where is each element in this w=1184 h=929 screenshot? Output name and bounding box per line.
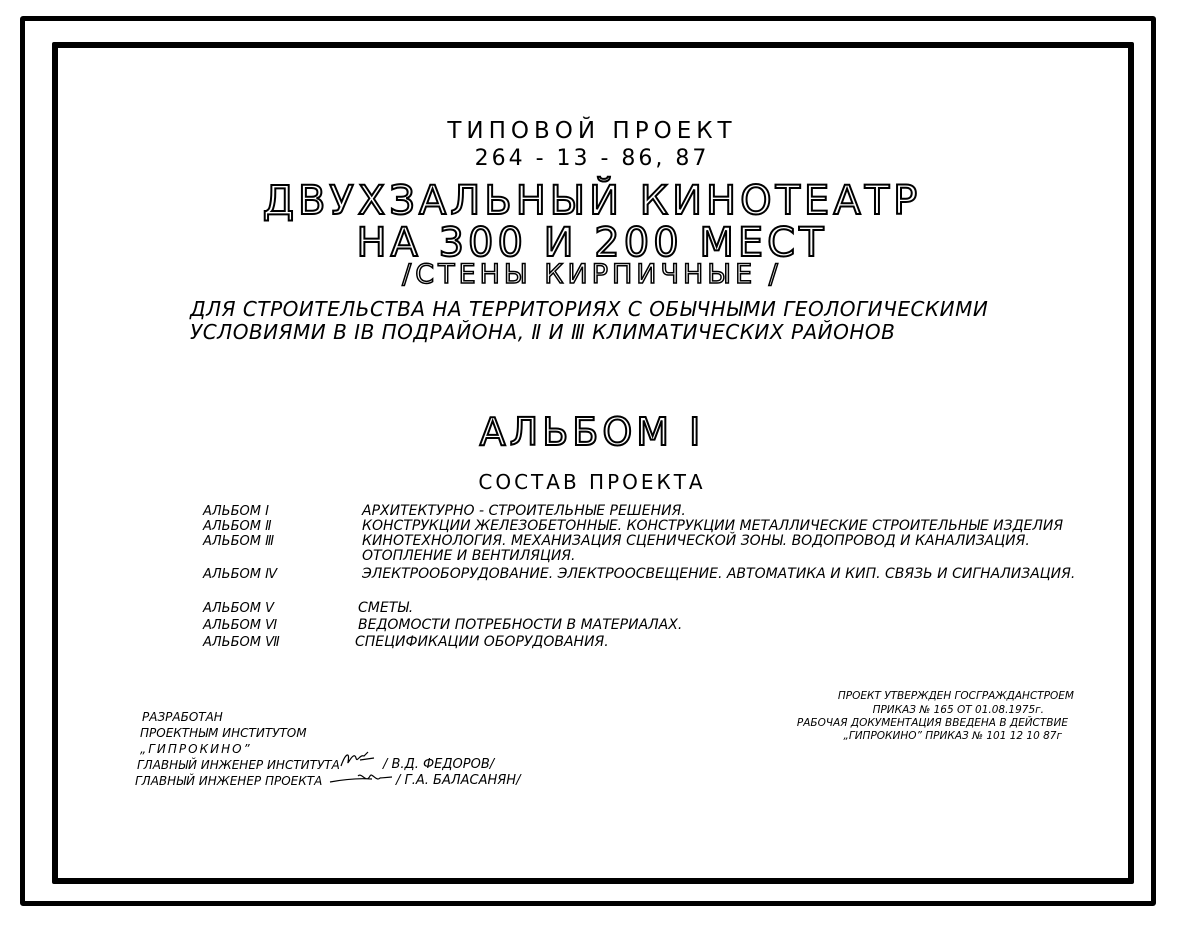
contents-album-text: ОТОПЛЕНИЕ И ВЕНТИЛЯЦИЯ.: [362, 548, 576, 564]
approval-line-1: ПРОЕКТ УТВЕРЖДЕН ГОСГРАЖДАНСТРОЕМ: [837, 690, 1074, 702]
contents-album-text: КОНСТРУКЦИИ ЖЕЛЕЗОБЕТОННЫЕ. КОНСТРУКЦИИ МЕТАЛЛИЧЕСКИЕ СТРОИТЕЛЬНЫЕ ИЗДЕЛИЯ: [362, 518, 1064, 534]
contents-album-text: ВЕДОМОСТИ ПОТРЕБНОСТИ В МАТЕРИАЛАХ.: [358, 617, 683, 633]
approval-line-3: РАБОЧАЯ ДОКУМЕНТАЦИЯ ВВЕДЕНА В ДЕЙСТВИЕ: [796, 717, 1068, 729]
contents-album-text: СПЕЦИФИКАЦИИ ОБОРУДОВАНИЯ.: [355, 634, 609, 650]
signature-project-icon: [328, 770, 394, 788]
contents-album-label: АЛЬБОМ Ⅵ: [203, 618, 278, 633]
conditions-line-2: УСЛОВИЯМИ В ⅠВ ПОДРАЙОНА, Ⅱ И Ⅲ КЛИМАТИЧЕСКИХ РАЙОНОВ: [190, 320, 896, 344]
chief-institute-name: / В.Д. ФЕДОРОВ/: [383, 757, 495, 772]
contents-album-text: ЭЛЕКТРООБОРУДОВАНИЕ. ЭЛЕКТРООСВЕЩЕНИЕ. АВТОМАТИКА И КИП. СВЯЗЬ И СИГНАЛИЗАЦИЯ.: [362, 566, 1076, 582]
approval-line-4: „ГИПРОКИНО” ПРИКАЗ № 101 12 10 87г: [843, 730, 1062, 742]
contents-heading: СОСТАВ ПРОЕКТА: [478, 470, 706, 494]
project-number: 264 - 13 - 86, 87: [474, 146, 710, 171]
title-line-2: НА 300 И 200 МЕСТ: [356, 220, 828, 266]
developer-line-2: ПРОЕКТНЫМ ИНСТИТУТОМ: [140, 726, 307, 740]
contents-album-label: АЛЬБОМ Ⅶ: [203, 635, 280, 650]
chief-project-name: / Г.А. БАЛАСАНЯН/: [396, 773, 521, 788]
contents-album-text: СМЕТЫ.: [358, 600, 414, 616]
contents-album-text: КИНОТЕХНОЛОГИЯ. МЕХАНИЗАЦИЯ СЦЕНИЧЕСКОЙ ЗОНЫ. ВОДОПРОВОД И КАНАЛИЗАЦИЯ.: [362, 533, 1030, 549]
contents-album-label: АЛЬБОМ Ⅴ: [203, 601, 274, 616]
chief-institute-label: ГЛАВНЫЙ ИНЖЕНЕР ИНСТИТУТА: [137, 758, 340, 772]
contents-album-label: АЛЬБОМ Ⅰ: [203, 504, 269, 519]
contents-album-label: АЛЬБОМ Ⅱ: [203, 519, 272, 534]
album-title: АЛЬБОМ Ⅰ: [479, 410, 705, 454]
contents-album-label: АЛЬБОМ Ⅲ: [203, 534, 275, 549]
project-type-label: ТИПОВОЙ ПРОЕКТ: [447, 118, 737, 144]
conditions-line-1: ДЛЯ СТРОИТЕЛЬСТВА НА ТЕРРИТОРИЯХ С ОБЫЧНЫМИ ГЕОЛОГИЧЕСКИМИ: [190, 297, 989, 321]
title-line-1: ДВУХЗАЛЬНЫЙ КИНОТЕАТР: [262, 178, 922, 224]
signature-institute-icon: [338, 748, 378, 770]
developer-line-1: РАЗРАБОТАН: [142, 710, 223, 724]
approval-line-2: ПРИКАЗ № 165 ОТ 01.08.1975г.: [872, 704, 1044, 716]
chief-project-label: ГЛАВНЫЙ ИНЖЕНЕР ПРОЕКТА: [135, 774, 323, 788]
title-line-3: /СТЕНЫ КИРПИЧНЫЕ /: [402, 259, 782, 290]
developer-line-3: „ГИПРОКИНО”: [140, 742, 252, 756]
contents-album-label: АЛЬБОМ Ⅳ: [203, 567, 278, 582]
contents-album-text: АРХИТЕКТУРНО - СТРОИТЕЛЬНЫЕ РЕШЕНИЯ.: [362, 503, 686, 519]
